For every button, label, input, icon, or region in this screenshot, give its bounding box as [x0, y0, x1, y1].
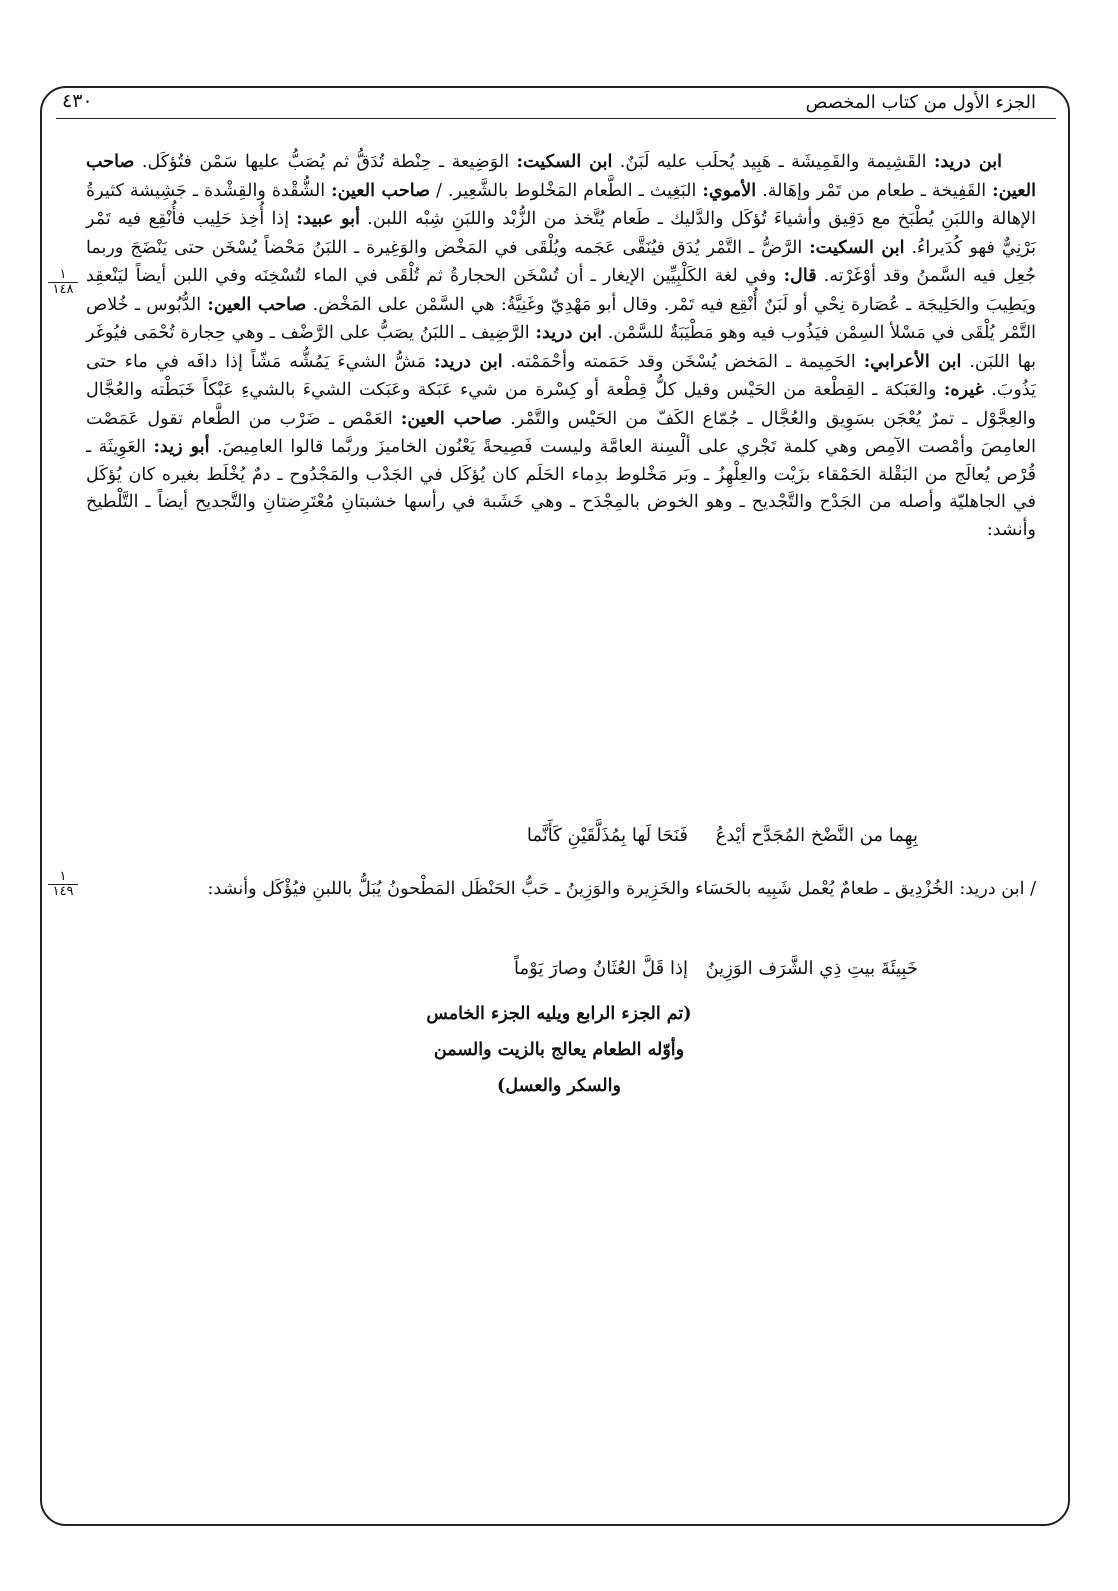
- entry-text: البَغِيث ـ الطَّعام المَخْلوط بالشَّعِير. /: [430, 180, 703, 201]
- margin-reference-denominator: ١٤٩: [52, 884, 74, 899]
- speaker-name: أبو عبيد:: [296, 208, 360, 229]
- closing-line: وأوّله الطعام يعالج بالزيت والسمن: [433, 1040, 685, 1060]
- entry-text: الحَمِيمة ـ المَخض يُسْخَن وقد حَمَمته وأحْمَمْته.: [502, 351, 864, 372]
- entry-text: الوَضِيعة ـ حِنْطة تُدَقُّ ثم يُصَبُّ عليها سَمْن فتُؤكَل.: [134, 152, 517, 172]
- speaker-name: ابن السكيت:: [516, 151, 613, 172]
- margin-reference-148: [48, 268, 78, 297]
- margin-reference-denominator: ١٤٨: [52, 282, 74, 297]
- speaker-name: صاحب العين:: [331, 179, 431, 201]
- second-paragraph: [86, 876, 1036, 904]
- entry-text: القَفِيخة ـ طعام من تَمْر وإهَالة.: [756, 180, 993, 201]
- speaker-name: قال:: [783, 265, 817, 286]
- entry-text: الدُّبُوس ـ خُلاص التَّمْر يُلْقَى في مَسْلأ السِمْن فيَذُوب فيه وهو مَطْيَبَةٌ للسَّمْن.: [86, 294, 1036, 343]
- speaker-name: صاحب العين:: [86, 151, 1037, 201]
- speaker-name: صاحب العين:: [207, 293, 307, 315]
- margin-reference-149: [48, 870, 78, 899]
- verse-second-hemistich: خَبِيئَةَ بيتِ ذِي الشَّرَف الوَزِينُ: [705, 958, 918, 979]
- speaker-name: أبو زيد:: [153, 436, 210, 457]
- page-number: ٤٣٠: [62, 90, 93, 112]
- entry-text: وفي لغة الكَلْبِيِّين الإيغار ـ أن تُسْخَن الحجارةُ ثم تُلْقَى في الماء لتُسْخِنَه وفي اللبن أيضاً ليَنْعقِد ويَطِيبَ والحَلِيجَة ـ عُصَارة نِحْي أو لَبَنٌ أُنْقِع فيه تَمْر. وقال أبو مَهْدِيّ وغَنِيَّةُ: هي السَّمْن على المَخْض.: [86, 266, 1036, 315]
- speaker-name: / ابن دريد:: [959, 879, 1036, 899]
- speaker-name: ابن دريد:: [933, 151, 1003, 172]
- entry-text: إذا أُخِذ حَلِيب فأُنْقِع فيه تَمْر بَرْنِيٌّ فهو كُدَيراءُ.: [86, 209, 1036, 258]
- speaker-name: الأموي:: [702, 179, 757, 201]
- entry-text: العَمْص ـ ضَرْب من الطَّعام تقول عَمَصْت العامِصَ وأمْصت الآمِص وهي كلمة تَجْري على ألْسِنة العامَّة وليست فَصِيحةً يَعْنُون الخاميزَ وربَّما قالوا العامِيصَ.: [86, 408, 1037, 457]
- entry-text: الخُزْدِيق ـ طعامٌ يُعْمل شَبِيه بالحَسَاء والخَزِيرة والوَزِينُ ـ حَبُّ الحَنْظَل المَطْحونُ يُبَلُّ باللبنِ فيُؤْكَل وأنشد:: [207, 879, 960, 899]
- speaker-name: ابن دريد:: [535, 322, 602, 343]
- margin-reference-numerator: ١: [48, 870, 78, 885]
- entry-text: الرَّضُّ ـ التَّمْر يُدَق فيُنَقَّى عَجَمه ويُلْقَى في المَخْض والوَغِيرة ـ اللبَنُ مَحْضاً يُسْخَن حتى يَنْضَجَ وربما جُعِل فيه السَّمنُ وقد أوْغَرْته.: [86, 237, 1036, 286]
- entry-text: والعَبَكة ـ القِطْعة من الحَيْس وقيل كلُّ قِطْعة أو كِسْرة من شيء عَبَكة وعَبَكت الشيءَ بالشيءِ عَبْكاً خَبَطْته والعُجَّال والعِجَّوْل ـ تمرٌ يُعْجَن بسَوِيق والعُجَّال ـ جُمّاع الكَفّ من الحَيْس والتَّمْر.: [86, 380, 1037, 429]
- entry-text: الشُّقْدة والقِشْدة ـ جَشِيشة كثيرةُ الإهالة واللبَنِ يُطْبَخ مع دَقِيق وأشياءَ تُؤكَل والدَّليك ـ طَعام يُتَّخذ من الزُّبْد واللبَنِ شِبْه اللبن.: [86, 180, 1036, 229]
- main-paragraph: [86, 148, 1036, 544]
- verse-second-hemistich: بِهِما من النَّضْخ المُجَدَّح أيْدعُ: [715, 825, 918, 846]
- header-rule: [56, 118, 1056, 119]
- closing-line: (تم الجزء الرابع ويليه الجزء الخامس: [426, 1004, 692, 1024]
- entry-text: مَشُّ الشيءَ يَمُشُّه مَشّاً إذا دافَه في ماء حتى يَذُوبَ.: [86, 351, 1036, 400]
- entry-text: العَوِيثَة ـ قُرْص يُعالَج من البَقْلة الحَمْقاء بزَيْت والعِلْهِزُ ـ وبَر مَخْلوط بدِماء الحَلَم كان يُؤكَل في الجَدْب والمَجْدُوح ـ دمٌ يُخْلَط بغيره كان يُؤكَل في الجاهليّة وأصله من الجَدْح والتَّجْديح ـ وهو الخوض بالمِجْدَح ـ وهي خَشَبة في رأسها خشبتانِ مُعْتَرِضتانِ والتَّجديح أيضاً ـ التَّلْطيخ وأنشد:: [86, 437, 1036, 540]
- running-title: الجزء الأول من كتاب المخصص: [805, 92, 1036, 113]
- entry-text: القَشِيمة والقَمِيشَة ـ هَبِيد يُحلَب عليه لَبَنٌ.: [612, 152, 934, 172]
- speaker-name: غيره:: [943, 379, 984, 400]
- verse-first-hemistich: فَنَحَا لَها بِمُذَلَّقَيْنِ كَأَنَّما: [526, 825, 688, 846]
- speaker-name: ابن دريد:: [434, 350, 503, 372]
- speaker-name: ابن السكيت:: [809, 236, 905, 258]
- speaker-name: صاحب العين:: [400, 407, 502, 429]
- speaker-name: ابن الأعرابي:: [863, 350, 962, 372]
- closing-line: والسكر والعسل): [497, 1076, 621, 1096]
- closing-note: [0, 996, 1118, 1104]
- entry-text: الرَّضِيف ـ اللبَنُ يصَبُّ على الرَّضْف ـ وهي حِجارة تُحْمَى فيُوغَر بها اللبَن.: [86, 323, 1037, 372]
- verse-first-hemistich: إذا قَلَّ العُثَانُ وصارَ يَوْماً: [513, 958, 688, 979]
- margin-reference-numerator: ١: [48, 268, 78, 283]
